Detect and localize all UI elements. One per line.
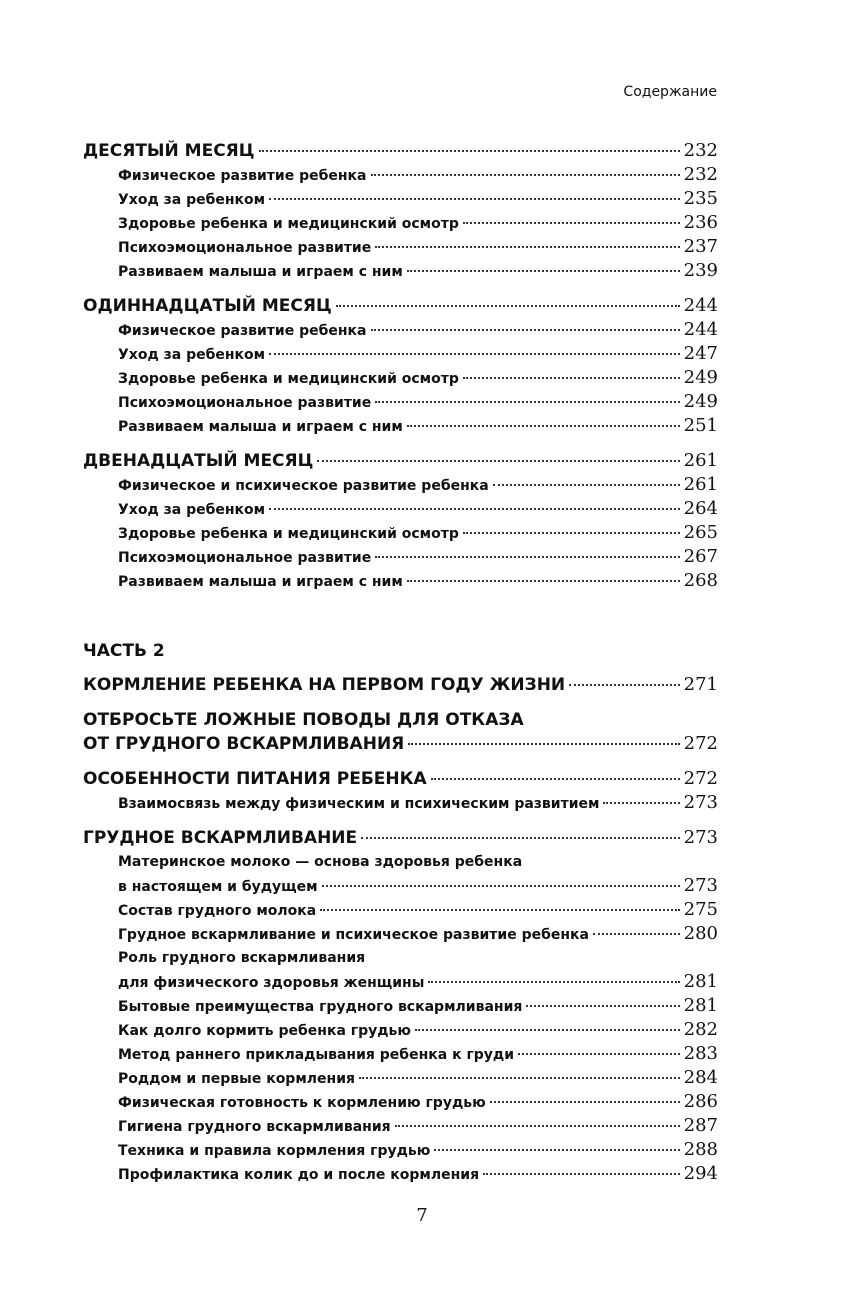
- toc-entry[interactable]: [83, 826, 718, 850]
- toc-subentry[interactable]: [83, 390, 718, 414]
- toc-group: [83, 294, 718, 438]
- toc-entry[interactable]: [83, 673, 718, 697]
- entry-page: 273: [683, 827, 718, 848]
- entry-page: 244: [683, 319, 718, 340]
- entry-page: 275: [683, 899, 718, 920]
- toc-subentry[interactable]: [83, 163, 718, 187]
- dot-leader: [269, 198, 680, 200]
- dot-leader: [493, 484, 680, 486]
- table-of-contents: [83, 139, 718, 1197]
- dot-leader: [395, 1125, 680, 1127]
- toc-subentry-line1[interactable]: [83, 850, 718, 874]
- dot-leader: [431, 778, 680, 780]
- dot-leader: [371, 329, 680, 331]
- entry-label: Взаимосвязь между физическим и психическим развитием: [118, 796, 600, 812]
- entry-label: ДВЕНАДЦАТЫЙ МЕСЯЦ: [83, 451, 314, 471]
- toc-group: [83, 139, 718, 283]
- dot-leader: [269, 508, 680, 510]
- dot-leader: [371, 174, 680, 176]
- entry-page: 249: [683, 391, 718, 412]
- entry-page: 284: [683, 1067, 718, 1088]
- entry-page: 239: [683, 260, 718, 281]
- dot-leader: [428, 981, 679, 983]
- dot-leader: [415, 1029, 680, 1031]
- toc-subentry[interactable]: [83, 187, 718, 211]
- toc-subentry[interactable]: [83, 497, 718, 521]
- entry-page: 281: [683, 971, 718, 992]
- dot-leader: [320, 909, 679, 911]
- entry-page: 273: [683, 792, 718, 813]
- toc-subentry[interactable]: [83, 1114, 718, 1138]
- entry-page: 244: [683, 295, 718, 316]
- dot-leader: [483, 1173, 680, 1175]
- dot-leader: [407, 425, 680, 427]
- entry-page: 267: [683, 546, 718, 567]
- toc-subentry[interactable]: [83, 1162, 718, 1186]
- dot-leader: [317, 460, 679, 462]
- toc-subentry[interactable]: [83, 235, 718, 259]
- entry-label: Роддом и первые кормления: [118, 1071, 355, 1087]
- entry-label: ОТБРОСЬТЕ ЛОЖНЫЕ ПОВОДЫ ДЛЯ ОТКАЗА: [83, 710, 524, 730]
- entry-page: 288: [683, 1139, 718, 1160]
- entry-label: Состав грудного молока: [118, 903, 317, 919]
- entry-label: Материнское молоко — основа здоровья ребенка: [118, 854, 523, 870]
- entry-label: Психоэмоциональное развитие: [118, 395, 372, 411]
- dot-leader: [359, 1077, 680, 1079]
- dot-leader: [490, 1101, 680, 1103]
- dot-leader: [569, 684, 679, 686]
- entry-page: 235: [683, 188, 718, 209]
- entry-label: Психоэмоциональное развитие: [118, 550, 372, 566]
- dot-leader: [463, 222, 680, 224]
- entry-page: 287: [683, 1115, 718, 1136]
- entry-page: 237: [683, 236, 718, 257]
- entry-page: 281: [683, 995, 718, 1016]
- entry-label: Физическое развитие ребенка: [118, 323, 367, 339]
- entry-page: 271: [683, 674, 718, 695]
- dot-leader: [463, 532, 680, 534]
- toc-subentry[interactable]: [83, 1090, 718, 1114]
- toc-subentry[interactable]: [83, 922, 718, 946]
- toc-subentry[interactable]: [83, 521, 718, 545]
- dot-leader: [361, 837, 679, 839]
- entry-label: Метод раннего прикладывания ребенка к груди: [118, 1047, 515, 1063]
- dot-leader: [603, 802, 679, 804]
- entry-label: ОСОБЕННОСТИ ПИТАНИЯ РЕБЕНКА: [83, 769, 427, 789]
- toc-subentry[interactable]: [83, 211, 718, 235]
- entry-label: КОРМЛЕНИЕ РЕБЕНКА НА ПЕРВОМ ГОДУ ЖИЗНИ: [83, 675, 566, 695]
- entry-page: 283: [683, 1043, 718, 1064]
- toc-entry[interactable]: [83, 767, 718, 791]
- entry-label: Уход за ребенком: [118, 192, 266, 208]
- dot-leader: [322, 885, 680, 887]
- dot-leader: [375, 556, 679, 558]
- entry-label: Техника и правила кормления грудью: [118, 1143, 431, 1159]
- entry-page: 272: [683, 733, 718, 754]
- dot-leader: [375, 401, 679, 403]
- toc-entry[interactable]: [83, 139, 718, 163]
- dot-leader: [269, 353, 680, 355]
- entry-page: 280: [683, 923, 718, 944]
- toc-subentry[interactable]: [83, 366, 718, 390]
- entry-label: ГРУДНОЕ ВСКАРМЛИВАНИЕ: [83, 828, 358, 848]
- dot-leader: [375, 246, 679, 248]
- entry-page: 273: [683, 875, 718, 896]
- entry-label: Здоровье ребенка и медицинский осмотр: [118, 526, 459, 542]
- toc-subentry[interactable]: [83, 1018, 718, 1042]
- toc-subentry-line1[interactable]: [83, 946, 718, 970]
- running-head: Содержание: [623, 84, 717, 100]
- entry-label: Уход за ребенком: [118, 347, 266, 363]
- toc-subentry[interactable]: [83, 569, 718, 593]
- entry-page: 232: [683, 140, 718, 161]
- entry-label: Уход за ребенком: [118, 502, 266, 518]
- entry-page: 251: [683, 415, 718, 436]
- entry-label: ОДИННАДЦАТЫЙ МЕСЯЦ: [83, 296, 332, 316]
- entry-label: Физическое и психическое развитие ребенка: [118, 478, 489, 494]
- dot-leader: [408, 743, 679, 745]
- entry-page: 261: [683, 450, 718, 471]
- dot-leader: [259, 150, 680, 152]
- entry-label: Развиваем малыша и играем с ним: [118, 419, 403, 435]
- entry-page: 236: [683, 212, 718, 233]
- entry-label: Физическая готовность к кормлению грудью: [118, 1095, 486, 1111]
- dot-leader: [407, 580, 680, 582]
- dot-leader: [463, 377, 680, 379]
- part-title: ЧАСТЬ 2: [83, 641, 165, 661]
- entry-page: 286: [683, 1091, 718, 1112]
- toc-group: [83, 449, 718, 593]
- entry-label: ДЕСЯТЫЙ МЕСЯЦ: [83, 141, 255, 161]
- entry-page: 232: [683, 164, 718, 185]
- page-number: 7: [416, 1205, 428, 1226]
- entry-label: Как долго кормить ребенка грудью: [118, 1023, 412, 1039]
- toc-subentry[interactable]: [83, 970, 718, 994]
- entry-page: 268: [683, 570, 718, 591]
- entry-page: 272: [683, 768, 718, 789]
- toc-subentry[interactable]: [83, 1138, 718, 1162]
- entry-label: Развиваем малыша и играем с ним: [118, 264, 403, 280]
- entry-label: Гигиена грудного вскармливания: [118, 1119, 391, 1135]
- toc-subentry[interactable]: [83, 994, 718, 1018]
- entry-label: Здоровье ребенка и медицинский осмотр: [118, 216, 459, 232]
- entry-page: 249: [683, 367, 718, 388]
- toc-entry-line1[interactable]: [83, 708, 718, 732]
- entry-label: Грудное вскармливание и психическое развитие ребенка: [118, 927, 590, 943]
- toc-subentry[interactable]: [83, 342, 718, 366]
- toc-entry[interactable]: [83, 732, 718, 756]
- dot-leader: [407, 270, 680, 272]
- dot-leader: [593, 933, 680, 935]
- entry-page: 265: [683, 522, 718, 543]
- toc-subentry[interactable]: [83, 545, 718, 569]
- entry-label: Развиваем малыша и играем с ним: [118, 574, 403, 590]
- toc-subentry[interactable]: [83, 791, 718, 815]
- entry-label: Роль грудного вскармливания: [118, 950, 366, 966]
- toc-subentry[interactable]: [83, 898, 718, 922]
- toc-subentry[interactable]: [83, 414, 718, 438]
- entry-label: Здоровье ребенка и медицинский осмотр: [118, 371, 459, 387]
- entry-label: Профилактика колик до и после кормления: [118, 1167, 480, 1183]
- entry-page: 264: [683, 498, 718, 519]
- entry-label: для физического здоровья женщины: [118, 975, 425, 991]
- entry-page: 294: [683, 1163, 718, 1184]
- toc-subentry[interactable]: [83, 874, 718, 898]
- entry-page: 261: [683, 474, 718, 495]
- dot-leader: [526, 1005, 679, 1007]
- entry-page: 247: [683, 343, 718, 364]
- toc-subentry[interactable]: [83, 259, 718, 283]
- toc-subentry[interactable]: [83, 1042, 718, 1066]
- entry-page: 282: [683, 1019, 718, 1040]
- toc-entry[interactable]: [83, 294, 718, 318]
- dot-leader: [434, 1149, 679, 1151]
- toc-entry[interactable]: [83, 449, 718, 473]
- entry-label: в настоящем и будущем: [118, 879, 318, 895]
- dot-leader: [336, 305, 680, 307]
- entry-label: Бытовые преимущества грудного вскармливания: [118, 999, 523, 1015]
- toc-subentry[interactable]: [83, 473, 718, 497]
- entry-label: Психоэмоциональное развитие: [118, 240, 372, 256]
- toc-subentry[interactable]: [83, 318, 718, 342]
- toc-subentry[interactable]: [83, 1066, 718, 1090]
- entry-label: ОТ ГРУДНОГО ВСКАРМЛИВАНИЯ: [83, 734, 405, 754]
- entry-label: Физическое развитие ребенка: [118, 168, 367, 184]
- dot-leader: [518, 1053, 680, 1055]
